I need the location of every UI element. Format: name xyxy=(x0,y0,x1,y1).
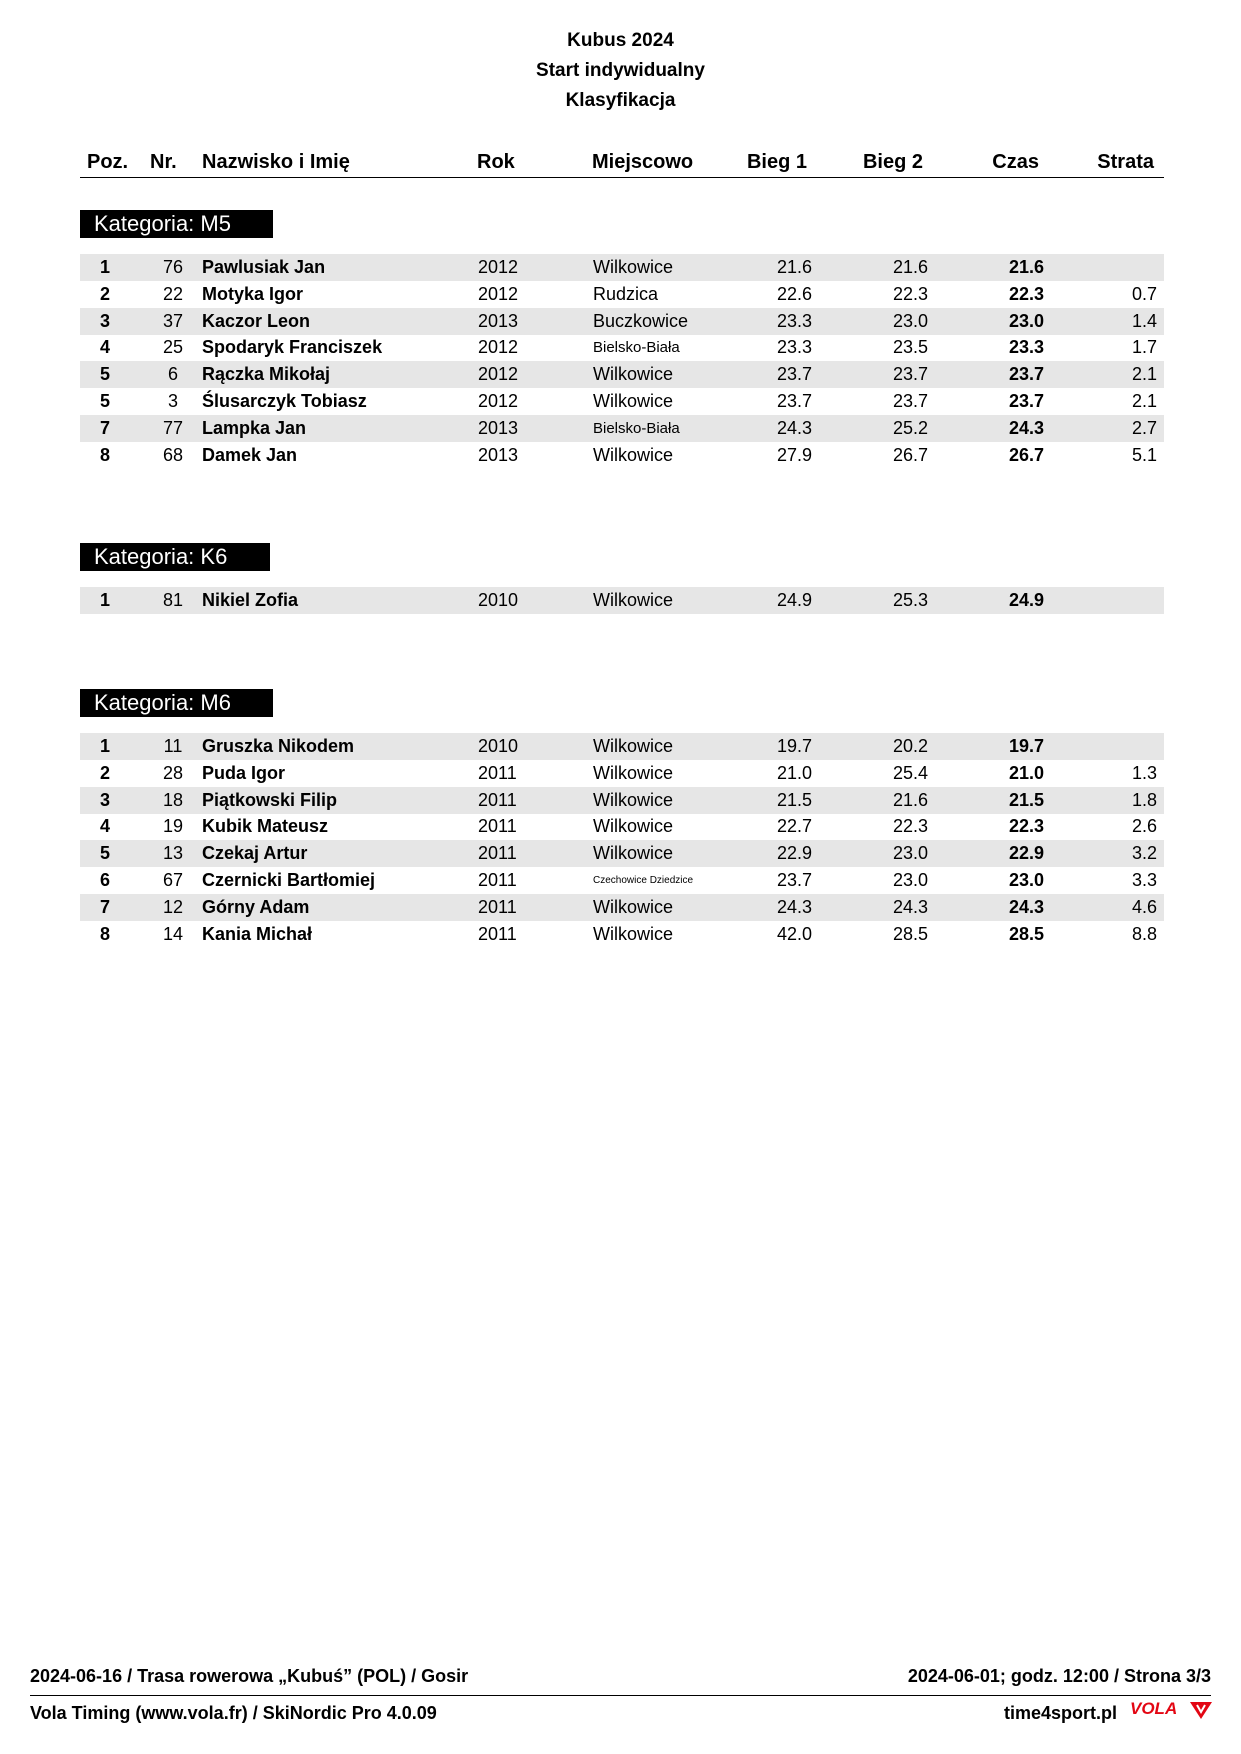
cell-strata: 2.1 xyxy=(1131,364,1157,385)
footer-divider xyxy=(30,1695,1211,1696)
cell-name: Czekaj Artur xyxy=(202,843,308,864)
cell-poz: 6 xyxy=(99,870,110,890)
cell-bieg2: 22.3 xyxy=(892,816,928,837)
cell-rok: 2012 xyxy=(478,257,519,277)
cell-poz: 3 xyxy=(99,789,110,810)
cell-nr: 67 xyxy=(162,870,184,890)
cell-miejscowo: Wilkowice xyxy=(593,391,674,411)
cell-rok: 2011 xyxy=(478,816,517,837)
table-row xyxy=(80,281,1164,308)
cell-bieg2: 26.7 xyxy=(892,444,928,465)
cell-bieg1: 23.7 xyxy=(776,364,812,385)
cell-bieg1: 22.7 xyxy=(776,816,812,837)
cell-strata: 3.2 xyxy=(1131,843,1157,864)
cell-bieg1: 23.3 xyxy=(776,310,812,331)
cell-rok: 2012 xyxy=(478,337,519,358)
table-row xyxy=(80,442,1164,469)
cell-czas: 24.3 xyxy=(1008,417,1044,438)
cell-bieg2: 25.2 xyxy=(892,417,928,438)
cell-poz: 3 xyxy=(99,310,110,331)
cell-poz: 4 xyxy=(99,816,110,837)
category-title: Kategoria: M5 xyxy=(80,210,273,238)
table-row xyxy=(80,733,1164,760)
table-row xyxy=(80,587,1164,614)
cell-czas: 22.9 xyxy=(1008,843,1044,864)
cell-bieg2: 23.5 xyxy=(892,337,928,358)
cell-czas: 21.0 xyxy=(1008,762,1044,783)
cell-czas: 23.0 xyxy=(1008,870,1044,890)
cell-poz: 7 xyxy=(99,896,110,917)
col-header-bieg2: Bieg 2 xyxy=(862,151,923,173)
cell-bieg2: 22.3 xyxy=(892,283,928,304)
table-row xyxy=(80,254,1164,281)
cell-bieg2: 23.0 xyxy=(892,310,928,331)
cell-czas: 21.5 xyxy=(1008,789,1044,810)
cell-name: Kaczor Leon xyxy=(202,310,311,331)
cell-rok: 2011 xyxy=(478,896,517,917)
cell-miejscowo: Wilkowice xyxy=(593,816,674,837)
cell-poz: 4 xyxy=(99,337,110,358)
table-row xyxy=(80,840,1164,867)
cell-rok: 2011 xyxy=(478,762,517,783)
cell-bieg1: 22.6 xyxy=(776,283,812,304)
cell-nr: 76 xyxy=(162,257,184,277)
cell-miejscowo: Wilkowice xyxy=(593,923,674,944)
cell-czas: 19.7 xyxy=(1008,736,1044,756)
cell-miejscowo: Wilkowice xyxy=(593,590,674,610)
cell-rok: 2013 xyxy=(478,417,519,438)
cell-poz: 5 xyxy=(99,843,110,864)
cell-rok: 2013 xyxy=(478,310,519,331)
cell-miejscowo: Czechowice Dziedzice xyxy=(593,875,694,886)
col-header-poz: Poz. xyxy=(87,151,129,173)
cell-strata: 1.8 xyxy=(1131,789,1157,810)
cell-miejscowo: Bielsko-Biała xyxy=(593,419,680,437)
cell-name: Spodaryk Franciszek xyxy=(202,337,383,358)
cell-rok: 2011 xyxy=(478,923,517,944)
cell-strata: 1.4 xyxy=(1131,310,1157,331)
col-header-strata: Strata xyxy=(1097,151,1154,173)
cell-poz: 5 xyxy=(99,391,110,411)
cell-strata: 8.8 xyxy=(1131,923,1157,944)
cell-name: Rączka Mikołaj xyxy=(202,364,331,385)
cell-czas: 23.3 xyxy=(1008,337,1044,358)
cell-nr: 77 xyxy=(162,417,184,438)
cell-bieg1: 42.0 xyxy=(776,923,812,944)
table-row xyxy=(80,415,1164,442)
cell-name: Puda Igor xyxy=(202,762,286,783)
cell-name: Lampka Jan xyxy=(202,417,307,438)
col-header-rok: Rok xyxy=(477,151,515,173)
category-title: Kategoria: K6 xyxy=(80,543,270,571)
cell-nr: 25 xyxy=(162,337,184,358)
cell-bieg1: 21.5 xyxy=(776,789,812,810)
cell-strata: 4.6 xyxy=(1131,896,1157,917)
cell-rok: 2013 xyxy=(478,444,519,465)
cell-czas: 23.7 xyxy=(1008,391,1044,411)
cell-miejscowo: Wilkowice xyxy=(593,843,674,864)
cell-rok: 2011 xyxy=(478,843,517,864)
table-row xyxy=(80,787,1164,814)
cell-bieg1: 21.6 xyxy=(776,257,812,277)
cell-nr: 12 xyxy=(162,896,184,917)
cell-name: Kubik Mateusz xyxy=(202,816,329,837)
cell-strata: 0.7 xyxy=(1131,283,1157,304)
cell-bieg2: 21.6 xyxy=(892,257,928,277)
cell-bieg1: 24.3 xyxy=(776,896,812,917)
vola-logo xyxy=(1128,1697,1214,1721)
cell-nr: 14 xyxy=(162,923,184,944)
cell-name: Motyka Igor xyxy=(202,283,304,304)
cell-rok: 2012 xyxy=(478,391,519,411)
cell-name: Ślusarczyk Tobiasz xyxy=(202,391,367,411)
cell-bieg1: 24.9 xyxy=(776,590,812,610)
cell-bieg1: 24.3 xyxy=(776,417,812,438)
cell-bieg2: 23.7 xyxy=(892,391,928,411)
cell-miejscowo: Bielsko-Biała xyxy=(593,339,680,357)
table-row xyxy=(80,867,1164,894)
cell-strata: 2.1 xyxy=(1131,391,1157,411)
table-row xyxy=(80,361,1164,388)
cell-nr: 81 xyxy=(162,590,184,610)
cell-bieg1: 22.9 xyxy=(776,843,812,864)
cell-czas: 28.5 xyxy=(1008,923,1044,944)
cell-rok: 2012 xyxy=(478,283,519,304)
cell-poz: 1 xyxy=(99,736,110,756)
header-divider xyxy=(80,177,1164,178)
cell-poz: 2 xyxy=(99,762,110,783)
cell-rok: 2010 xyxy=(478,736,519,756)
cell-miejscowo: Rudzica xyxy=(593,283,659,304)
cell-miejscowo: Buczkowice xyxy=(593,310,689,331)
cell-bieg2: 25.3 xyxy=(892,590,928,610)
table-row xyxy=(80,760,1164,787)
cell-nr: 19 xyxy=(162,816,184,837)
cell-rok: 2011 xyxy=(478,870,517,890)
cell-bieg2: 23.0 xyxy=(892,843,928,864)
cell-poz: 8 xyxy=(99,923,110,944)
cell-czas: 24.3 xyxy=(1008,896,1044,917)
footer-printed: 2024-06-01; godz. 12:00 / Strona 3/3 xyxy=(907,1666,1211,1686)
cell-name: Górny Adam xyxy=(202,896,310,917)
footer-site: time4sport.pl xyxy=(1003,1703,1117,1723)
cell-czas: 22.3 xyxy=(1008,283,1044,304)
category-title: Kategoria: M6 xyxy=(80,689,273,717)
cell-nr: 37 xyxy=(162,310,184,331)
cell-bieg2: 28.5 xyxy=(892,923,928,944)
cell-bieg1: 27.9 xyxy=(776,444,812,465)
cell-nr: 18 xyxy=(162,789,184,810)
cell-poz: 1 xyxy=(99,257,110,277)
cell-miejscowo: Wilkowice xyxy=(593,364,674,385)
col-header-name: Nazwisko i Imię xyxy=(202,151,350,173)
document-title: Kubus 2024 xyxy=(567,30,674,51)
table-row xyxy=(80,813,1164,840)
cell-name: Gruszka Nikodem xyxy=(202,736,355,756)
document-classification: Klasyfikacja xyxy=(565,90,676,111)
footer-software: Vola Timing (www.vola.fr) / SkiNordic Pro 4.0.09 xyxy=(30,1703,437,1723)
cell-bieg1: 23.7 xyxy=(776,391,812,411)
cell-strata: 2.6 xyxy=(1131,816,1157,837)
cell-nr: 22 xyxy=(162,283,184,304)
cell-nr: 28 xyxy=(162,762,184,783)
table-row xyxy=(80,308,1164,335)
cell-czas: 23.7 xyxy=(1008,364,1044,385)
vola-logo-text: VOLA xyxy=(1130,1699,1178,1718)
col-header-bieg1: Bieg 1 xyxy=(746,151,807,173)
cell-strata: 2.7 xyxy=(1131,417,1157,438)
cell-miejscowo: Wilkowice xyxy=(593,762,674,783)
cell-poz: 1 xyxy=(99,590,110,610)
cell-bieg2: 21.6 xyxy=(892,789,928,810)
cell-name: Kania Michał xyxy=(202,923,313,944)
cell-miejscowo: Wilkowice xyxy=(593,789,674,810)
cell-poz: 5 xyxy=(99,364,110,385)
cell-bieg2: 23.7 xyxy=(892,364,928,385)
cell-bieg2: 20.2 xyxy=(892,736,928,756)
cell-rok: 2011 xyxy=(478,789,517,810)
cell-name: Czernicki Bartłomiej xyxy=(202,870,376,890)
cell-strata: 1.3 xyxy=(1131,762,1157,783)
cell-nr: 13 xyxy=(162,843,184,864)
cell-bieg1: 21.0 xyxy=(776,762,812,783)
cell-nr: 6 xyxy=(167,364,178,385)
cell-miejscowo: Wilkowice xyxy=(593,257,674,277)
cell-strata: 1.7 xyxy=(1131,337,1157,358)
cell-rok: 2012 xyxy=(478,364,519,385)
cell-nr: 68 xyxy=(162,444,184,465)
cell-miejscowo: Wilkowice xyxy=(593,896,674,917)
cell-czas: 21.6 xyxy=(1008,257,1044,277)
col-header-nr: Nr. xyxy=(150,151,177,173)
cell-bieg1: 23.7 xyxy=(776,870,812,890)
cell-miejscowo: Wilkowice xyxy=(593,444,674,465)
cell-bieg1: 19.7 xyxy=(776,736,812,756)
cell-strata: 5.1 xyxy=(1131,444,1157,465)
cell-miejscowo: Wilkowice xyxy=(593,736,674,756)
cell-czas: 24.9 xyxy=(1008,590,1044,610)
cell-name: Nikiel Zofia xyxy=(202,590,299,610)
table-row xyxy=(80,388,1164,415)
cell-poz: 7 xyxy=(99,417,110,438)
cell-bieg2: 25.4 xyxy=(892,762,928,783)
cell-czas: 23.0 xyxy=(1008,310,1044,331)
footer-event: 2024-06-16 / Trasa rowerowa „Kubuś” (POL) / Gosir xyxy=(30,1666,469,1686)
col-header-miejscowo: Miejscowo xyxy=(592,151,694,173)
cell-czas: 22.3 xyxy=(1008,816,1044,837)
cell-poz: 8 xyxy=(99,444,110,465)
cell-bieg2: 23.0 xyxy=(892,870,928,890)
table-row xyxy=(80,921,1164,948)
cell-czas: 26.7 xyxy=(1008,444,1044,465)
cell-poz: 2 xyxy=(99,283,110,304)
col-header-czas: Czas xyxy=(992,151,1039,173)
cell-name: Pawlusiak Jan xyxy=(202,257,326,277)
table-row xyxy=(80,334,1164,361)
cell-name: Damek Jan xyxy=(202,444,298,465)
cell-nr: 3 xyxy=(167,391,178,411)
cell-name: Piątkowski Filip xyxy=(202,789,338,810)
cell-nr: 11 xyxy=(163,736,183,756)
table-row xyxy=(80,894,1164,921)
cell-bieg1: 23.3 xyxy=(776,337,812,358)
document-subtitle: Start indywidualny xyxy=(536,60,705,81)
cell-strata: 3.3 xyxy=(1131,870,1157,890)
cell-rok: 2010 xyxy=(478,590,519,610)
cell-bieg2: 24.3 xyxy=(892,896,928,917)
